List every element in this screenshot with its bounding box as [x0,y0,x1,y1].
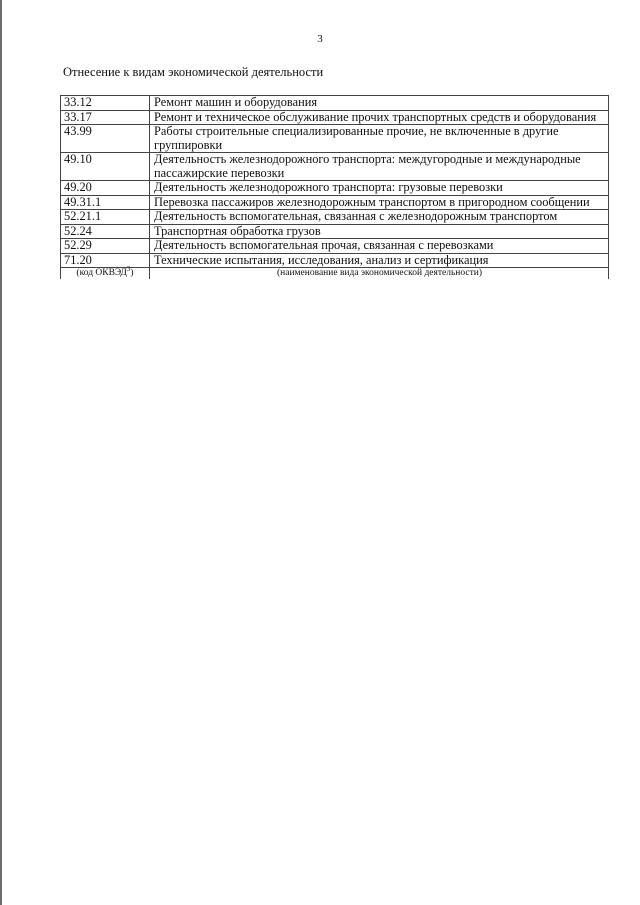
activity-name: Деятельность вспомогательная, связанная с железнодорожным транспортом [150,210,609,225]
okved-code: 52.21.1 [61,210,150,225]
activity-name: Транспортная обработка грузов [150,224,609,239]
activity-name: Работы строительные специализированные прочие, не включенные в другие группировки [150,125,609,153]
activity-name: Деятельность железнодорожного транспорта: междугородные и международные пассажирские перевозки [150,153,609,181]
activity-name: Перевозка пассажиров железнодорожным транспортом в пригородном сообщении [150,195,609,210]
activity-name: Ремонт машин и оборудования [150,96,609,111]
okved-code: 49.31.1 [61,195,150,210]
table-row [61,96,609,111]
table-row [61,210,609,225]
okved-code: 33.12 [61,96,150,111]
section-heading: Отнесение к видам экономической деятельности [63,65,324,79]
code-column-caption [61,264,150,280]
okved-table [60,95,609,279]
okved-code: 52.24 [61,224,150,239]
table-row [61,125,609,153]
name-column-caption: (наименование вида экономической деятельности) [150,268,609,280]
okved-code: 43.99 [61,125,150,153]
table-row [61,224,609,239]
code-caption-text: (код ОКВЭД [76,268,127,278]
table-row [61,253,609,268]
activity-name: Деятельность железнодорожного транспорта: грузовые перевозки [150,181,609,196]
table-caption-row [61,268,609,280]
table-row [61,153,609,181]
scan-left-edge [0,0,2,905]
activity-name: Технические испытания, исследования, анализ и сертификация [150,253,609,268]
okved-code: 71.20 [61,253,150,268]
okved-code: 49.20 [61,181,150,196]
page-number: 3 [317,33,323,45]
table-row [61,195,609,210]
okved-code: 52.29 [61,239,150,254]
activity-name: Деятельность вспомогательная прочая, связанная с перевозками [150,239,609,254]
table-row [61,181,609,196]
okved-code: 33.17 [61,110,150,125]
okved-code: 49.10 [61,153,150,181]
table-row [61,110,609,125]
table-row [61,239,609,254]
activity-name: Ремонт и техническое обслуживание прочих транспортных средств и оборудования [150,110,609,125]
code-caption-close: ) [130,268,134,278]
footnote-marker: 3 [126,264,131,273]
